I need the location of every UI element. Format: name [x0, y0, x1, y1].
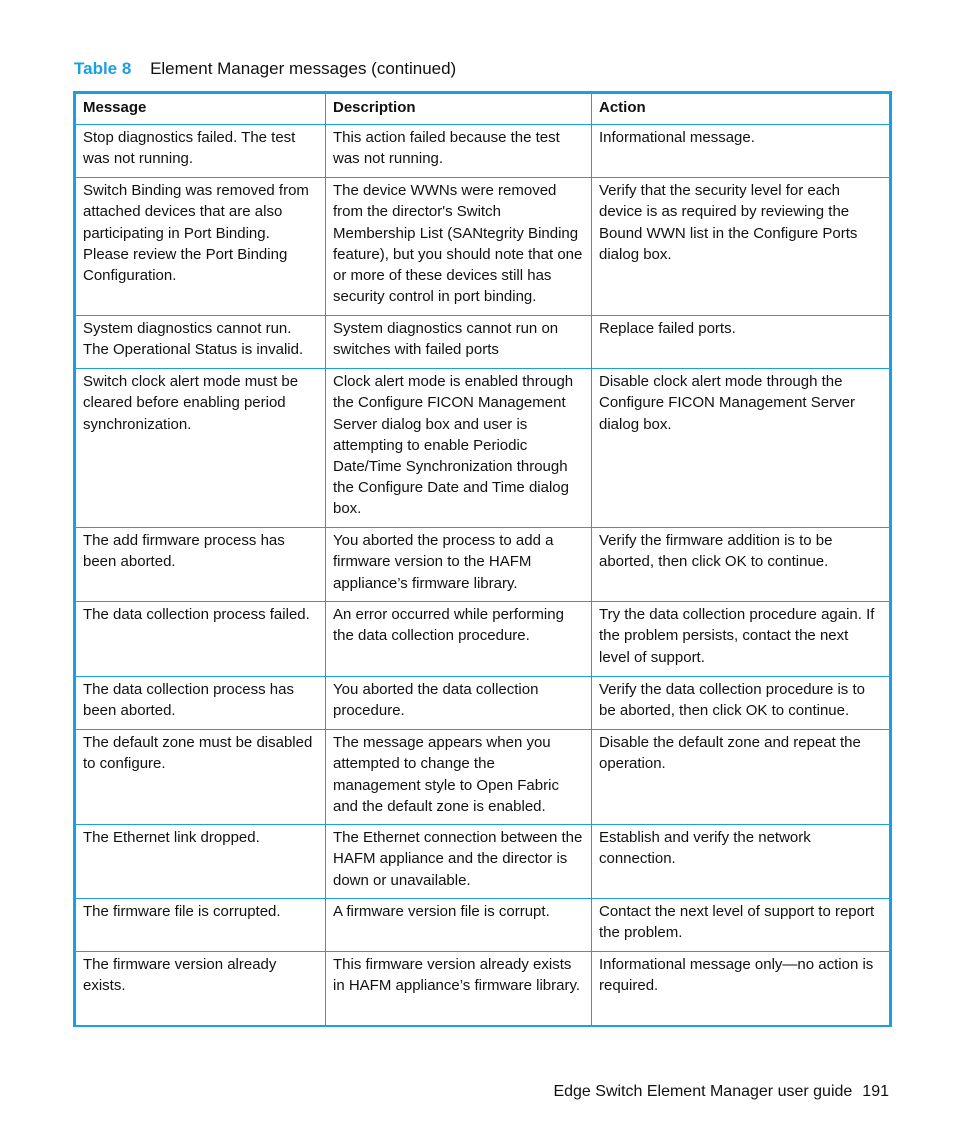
- action-cell: Verify the data collection procedure is to be aborted, then click OK to continue.: [592, 677, 891, 730]
- table-row: [75, 899, 891, 952]
- message-cell: The add firmware process has been aborted.: [75, 528, 326, 602]
- action-cell: Replace failed ports.: [592, 316, 891, 369]
- action-cell: Disable clock alert mode through the Configure FICON Management Server dialog box.: [592, 369, 891, 528]
- message-cell: The firmware file is corrupted.: [75, 899, 326, 952]
- message-cell: Switch Binding was removed from attached devices that are also participating in Port Binding. Please review the Port Binding Configuration.: [75, 178, 326, 316]
- description-cell: A firmware version file is corrupt.: [326, 899, 592, 952]
- page-number: 191: [862, 1083, 889, 1100]
- table-row: [75, 952, 891, 1026]
- action-cell: Contact the next level of support to report the problem.: [592, 899, 891, 952]
- message-cell: The Ethernet link dropped.: [75, 825, 326, 899]
- message-cell: Switch clock alert mode must be cleared before enabling period synchronization.: [75, 369, 326, 528]
- table-title: Element Manager messages (continued): [150, 59, 457, 78]
- table-row: [75, 677, 891, 730]
- message-cell: The data collection process failed.: [75, 602, 326, 677]
- action-cell: Try the data collection procedure again. If the problem persists, contact the next level of support.: [592, 602, 891, 677]
- description-cell: This action failed because the test was not running.: [326, 125, 592, 178]
- description-cell: You aborted the data collection procedure.: [326, 677, 592, 730]
- column-header-action: Action: [592, 93, 891, 125]
- description-cell: The device WWNs were removed from the director's Switch Membership List (SANtegrity Binding feature), but you should note that one or more of these devices still has security control in port binding.: [326, 178, 592, 316]
- description-cell: You aborted the process to add a firmware version to the HAFM appliance’s firmware library.: [326, 528, 592, 602]
- table-row: [75, 369, 891, 528]
- messages-table: [73, 91, 892, 1027]
- table-row: [75, 602, 891, 677]
- description-cell: The Ethernet connection between the HAFM appliance and the director is down or unavailable.: [326, 825, 592, 899]
- table-number: Table 8: [74, 59, 132, 78]
- header-row: [75, 93, 891, 125]
- action-cell: Verify the firmware addition is to be aborted, then click OK to continue.: [592, 528, 891, 602]
- message-cell: System diagnostics cannot run. The Operational Status is invalid.: [75, 316, 326, 369]
- page-footer: [553, 1083, 889, 1101]
- table-row: [75, 528, 891, 602]
- description-cell: Clock alert mode is enabled through the Configure FICON Management Server dialog box and user is attempting to enable Periodic Date/Time Synchronization through the Configure Date and Time dialog box.: [326, 369, 592, 528]
- message-cell: Stop diagnostics failed. The test was not running.: [75, 125, 326, 178]
- description-cell: This firmware version already exists in HAFM appliance’s firmware library.: [326, 952, 592, 1026]
- guide-title: Edge Switch Element Manager user guide: [553, 1083, 853, 1100]
- description-cell: System diagnostics cannot run on switches with failed ports: [326, 316, 592, 369]
- description-cell: An error occurred while performing the data collection procedure.: [326, 602, 592, 677]
- action-cell: Disable the default zone and repeat the operation.: [592, 730, 891, 825]
- table-row: [75, 316, 891, 369]
- message-cell: The data collection process has been aborted.: [75, 677, 326, 730]
- column-header-description: Description: [326, 93, 592, 125]
- table-row: [75, 178, 891, 316]
- message-cell: The firmware version already exists.: [75, 952, 326, 1026]
- table-row: [75, 825, 891, 899]
- description-cell: The message appears when you attempted to change the management style to Open Fabric and the default zone is enabled.: [326, 730, 592, 825]
- action-cell: Verify that the security level for each device is as required by reviewing the Bound WWN list in the Configure Ports dialog box.: [592, 178, 891, 316]
- table-caption: [74, 59, 456, 79]
- column-header-message: Message: [75, 93, 326, 125]
- action-cell: Informational message only—no action is required.: [592, 952, 891, 1026]
- action-cell: Informational message.: [592, 125, 891, 178]
- table-row: [75, 730, 891, 825]
- table-row: [75, 125, 891, 178]
- action-cell: Establish and verify the network connection.: [592, 825, 891, 899]
- message-cell: The default zone must be disabled to configure.: [75, 730, 326, 825]
